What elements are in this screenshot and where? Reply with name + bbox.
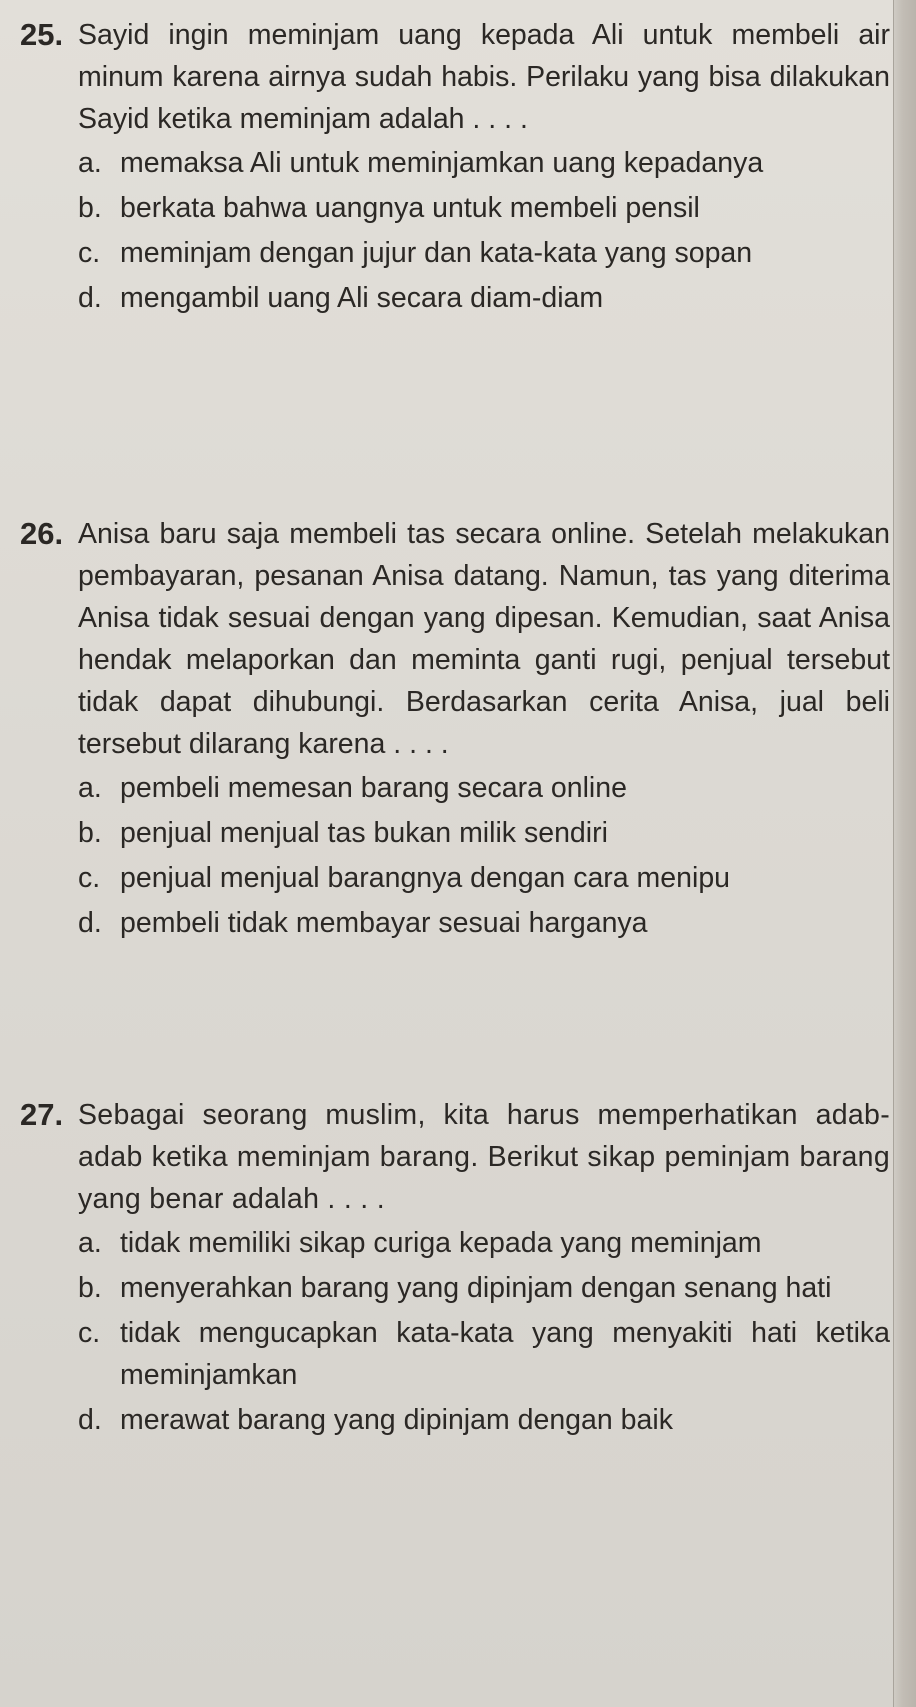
option-d xyxy=(78,902,890,944)
question-number: 25. xyxy=(20,17,64,52)
question-27 xyxy=(20,1094,890,1444)
page-edge xyxy=(893,0,916,1707)
option-text: penjual menjual barangnya dengan cara menipu xyxy=(120,862,731,894)
option-letter: d. xyxy=(78,1404,102,1436)
option-c xyxy=(78,232,890,274)
option-c xyxy=(78,857,890,899)
option-letter: b. xyxy=(78,192,102,224)
option-b xyxy=(78,1267,890,1309)
option-letter: c. xyxy=(78,1317,101,1349)
option-text: meminjam dengan jujur dan kata-kata yang sopan xyxy=(120,237,753,269)
answer-options xyxy=(78,1222,890,1441)
option-text: pembeli memesan barang secara online xyxy=(120,772,627,804)
option-letter: a. xyxy=(78,772,102,804)
option-letter: a. xyxy=(78,147,102,179)
answer-options xyxy=(78,767,890,944)
question-text: Anisa baru saja membeli tas secara online. Setelah melakukan pembayaran, pesanan Anisa datang. Namun, tas yang diterima Anisa tidak sesuai dengan yang dipesan. Kemudian, saat Anisa hendak melaporkan dan meminta ganti rugi, penjual tersebut tidak dapat dihubungi. Berdasarkan cerita Anisa, jual beli tersebut dilarang karena . . . . xyxy=(78,518,890,760)
option-d xyxy=(78,277,890,319)
option-letter: a. xyxy=(78,1227,102,1259)
option-letter: c. xyxy=(78,237,101,269)
question-26 xyxy=(20,513,890,947)
option-text: mengambil uang Ali secara diam-diam xyxy=(120,282,604,314)
option-letter: d. xyxy=(78,907,102,939)
question-number: 27. xyxy=(20,1097,64,1132)
answer-options xyxy=(78,142,890,319)
option-letter: b. xyxy=(78,817,102,849)
question-25 xyxy=(20,14,890,322)
question-text: Sayid ingin meminjam uang kepada Ali untuk membeli air minum karena airnya sudah habis. Perilaku yang bisa dilakukan Sayid ketika meminjam adalah . . . . xyxy=(78,19,890,135)
option-b xyxy=(78,187,890,229)
option-text: penjual menjual tas bukan milik sendiri xyxy=(120,817,608,849)
option-letter: d. xyxy=(78,282,102,314)
option-text: tidak memiliki sikap curiga kepada yang meminjam xyxy=(120,1227,762,1259)
option-letter: c. xyxy=(78,862,101,894)
option-c xyxy=(78,1312,890,1396)
option-letter: b. xyxy=(78,1272,102,1304)
option-text: merawat barang yang dipinjam dengan baik xyxy=(120,1404,673,1436)
option-text: memaksa Ali untuk meminjamkan uang kepadanya xyxy=(120,147,764,179)
option-a xyxy=(78,142,890,184)
option-text: berkata bahwa uangnya untuk membeli pensil xyxy=(120,192,700,224)
option-a xyxy=(78,1222,890,1264)
option-text: tidak mengucapkan kata-kata yang menyakiti hati ketika meminjamkan xyxy=(120,1317,890,1391)
option-text: pembeli tidak membayar sesuai harganya xyxy=(120,907,648,939)
question-number: 26. xyxy=(20,516,64,551)
option-d xyxy=(78,1399,890,1441)
option-a xyxy=(78,767,890,809)
question-text: Sebagai seorang muslim, kita harus memperhatikan adab-adab ketika meminjam barang. Berikut sikap peminjam barang yang benar adalah . . . . xyxy=(78,1099,890,1215)
option-b xyxy=(78,812,890,854)
option-text: menyerahkan barang yang dipinjam dengan senang hati xyxy=(120,1272,832,1304)
